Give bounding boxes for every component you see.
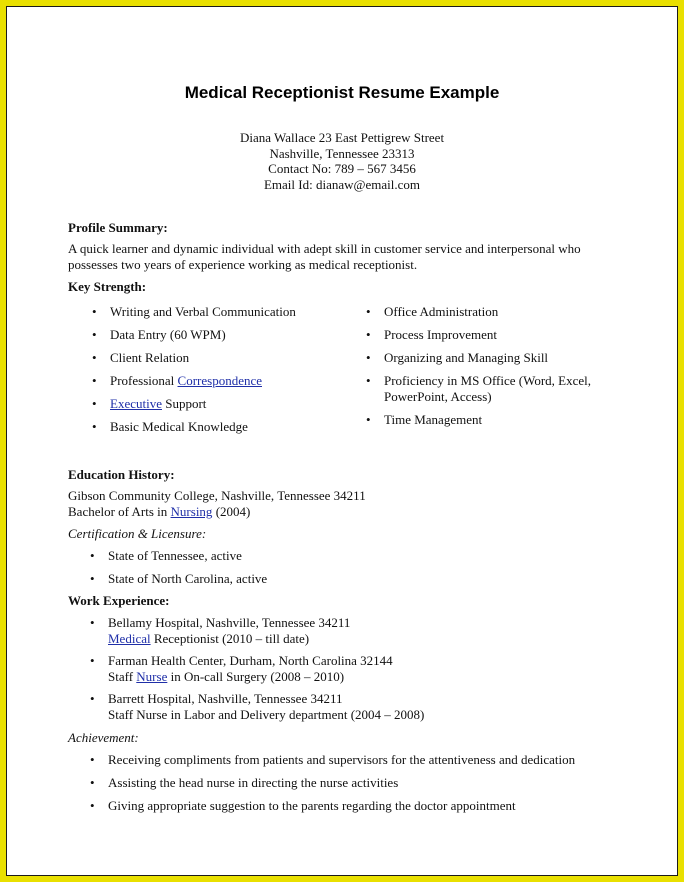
education-text bbox=[68, 488, 628, 519]
contact-email: Email Id: dianaw@email.com bbox=[263, 176, 420, 192]
nursing-link[interactable]: Nursing bbox=[170, 503, 213, 519]
contact-name-address: Diana Wallace 23 East Pettigrew Street bbox=[239, 130, 445, 145]
work-list bbox=[90, 615, 630, 722]
certification-heading: Certification & Licensure: bbox=[68, 526, 207, 541]
list-item: • State of North Carolina, active bbox=[90, 571, 590, 587]
list-item: • Organizing and Managing Skill bbox=[366, 350, 636, 366]
correspondence-link[interactable]: Correspondence bbox=[177, 373, 262, 388]
certification-list bbox=[90, 548, 590, 587]
list-item: • Barrett Hospital, Nashville, Tennessee 34211 Staff Nurse in Labor and Delivery department (2004 – 2008) bbox=[90, 691, 630, 722]
medical-link[interactable]: Medical bbox=[108, 630, 151, 646]
list-item: • Bellamy Hospital, Nashville, Tennessee 34211 Medical Receptionist (2010 – till date) bbox=[90, 615, 630, 646]
achievement-list bbox=[90, 752, 650, 814]
list-item: • Data Entry (60 WPM) bbox=[92, 327, 352, 343]
list-item: • Office Administration bbox=[366, 304, 636, 320]
list-item: • Writing and Verbal Communication bbox=[92, 304, 352, 320]
list-item: • Process Improvement bbox=[366, 327, 636, 343]
profile-heading: Profile Summary: bbox=[68, 220, 168, 235]
profile-line: possesses two years of experience working as medical receptionist. bbox=[68, 256, 418, 272]
education-heading: Education History: bbox=[68, 467, 175, 482]
profile-line: A quick learner and dynamic individual with adept skill in customer service and interpersonal who bbox=[68, 241, 581, 256]
list-item: • Giving appropriate suggestion to the parents regarding the doctor appointment bbox=[90, 798, 650, 814]
page-title: Medical Receptionist Resume Example bbox=[184, 83, 500, 102]
strengths-right-list bbox=[366, 304, 636, 427]
work-heading: Work Experience: bbox=[68, 593, 170, 608]
list-item: • State of Tennessee, active bbox=[90, 548, 590, 564]
list-item: • Professional Correspondence bbox=[92, 373, 352, 389]
list-item: • Executive Support bbox=[92, 396, 352, 412]
education-line: Gibson Community College, Nashville, Tennessee 34211 bbox=[68, 488, 366, 503]
contact-city: Nashville, Tennessee 23313 bbox=[269, 145, 415, 161]
list-item: • Proficiency in MS Office (Word, Excel, PowerPoint, Access) bbox=[366, 373, 636, 404]
list-item: • Basic Medical Knowledge bbox=[92, 419, 352, 435]
strengths-heading: Key Strength: bbox=[68, 279, 147, 294]
list-item: • Time Management bbox=[366, 412, 636, 428]
strengths-left-list bbox=[92, 304, 352, 435]
list-item: • Client Relation bbox=[92, 350, 352, 366]
nurse-link[interactable]: Nurse bbox=[136, 668, 168, 684]
contact-phone: Contact No: 789 – 567 3456 bbox=[268, 161, 416, 176]
profile-text bbox=[68, 241, 628, 272]
achievement-heading: Achievement: bbox=[68, 730, 139, 745]
list-item: • Assisting the head nurse in directing the nurse activities bbox=[90, 775, 650, 791]
executive-link[interactable]: Executive bbox=[110, 396, 162, 411]
education-line: Bachelor of Arts in Nursing (2004) bbox=[68, 503, 251, 519]
list-item: • Farman Health Center, Durham, North Carolina 32144 Staff Nurse in On-call Surgery (2008 – 2010) bbox=[90, 653, 630, 684]
list-item: • Receiving compliments from patients and supervisors for the attentiveness and dedication bbox=[90, 752, 650, 768]
contact-block bbox=[0, 130, 684, 192]
